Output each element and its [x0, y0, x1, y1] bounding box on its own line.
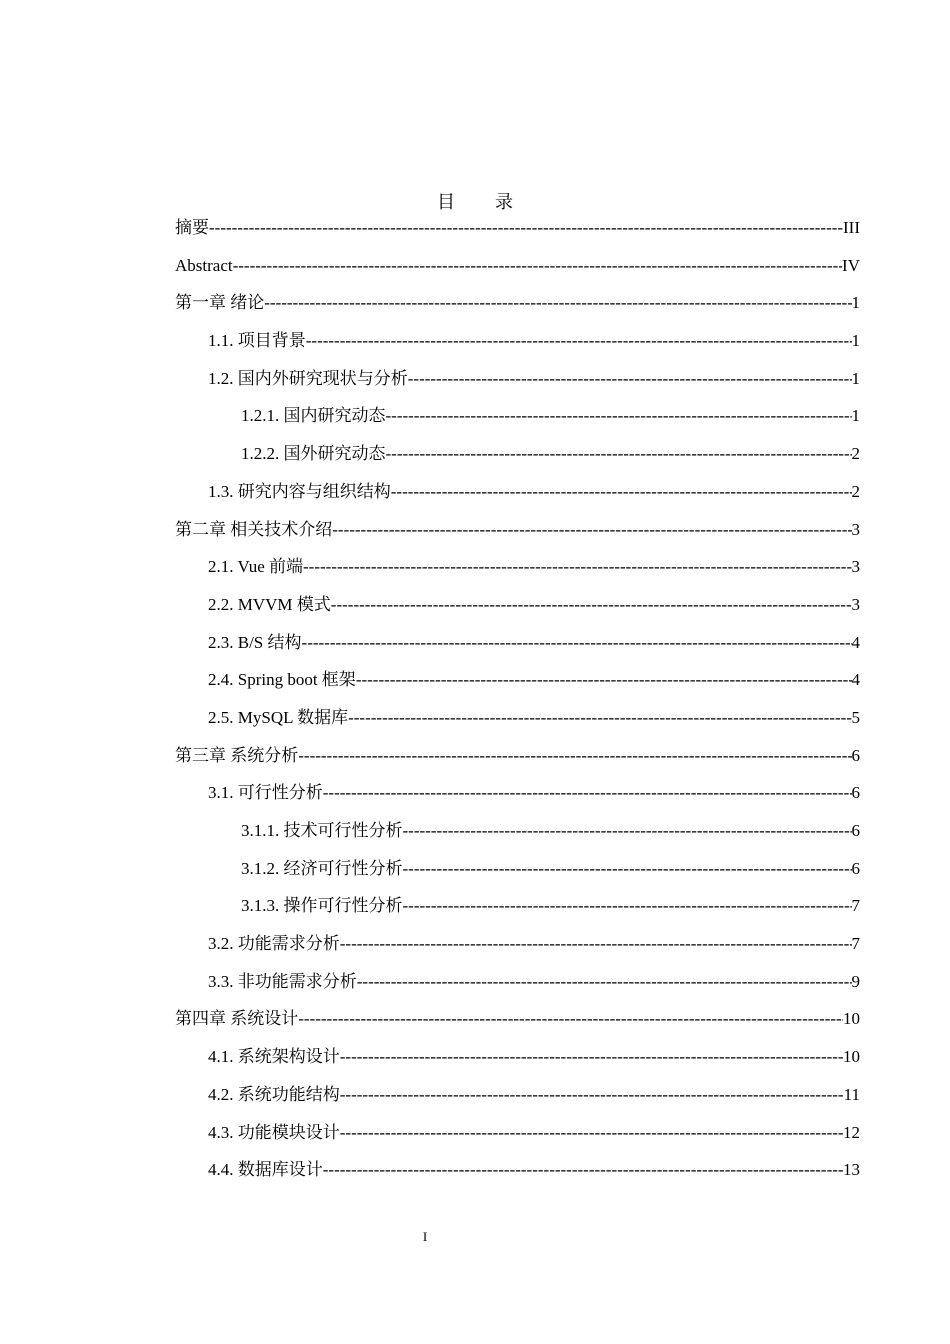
toc-dash-leader — [386, 402, 852, 430]
toc-entry[interactable] — [175, 779, 860, 817]
toc-entry-label: 4.3. 功能模块设计 — [208, 1122, 340, 1142]
toc-entry-label: 2.5. MySQL 数据库 — [208, 707, 349, 727]
toc-entry-page-number: 10 — [843, 1009, 860, 1029]
toc-entry-page-number: 7 — [851, 896, 860, 916]
toc-entry-page-number: 1 — [851, 368, 860, 388]
toc-entry-label: 1.3. 研究内容与组织结构 — [208, 481, 391, 501]
toc-entry-page-number: 7 — [851, 934, 860, 954]
toc-dash-leader — [264, 289, 851, 317]
toc-entry[interactable] — [175, 666, 860, 704]
toc-entry-label: 3.1.3. 操作可行性分析 — [241, 896, 403, 916]
toc-entry-label: 第三章 系统分析 — [175, 745, 299, 765]
toc-dash-leader — [306, 327, 852, 355]
toc-entry[interactable] — [175, 1043, 860, 1081]
toc-dash-leader — [332, 516, 851, 544]
toc-entry[interactable] — [175, 892, 860, 930]
toc-entry-label: 1.1. 项目背景 — [208, 331, 306, 351]
toc-entry-label: Abstract — [175, 255, 233, 275]
toc-dash-leader — [403, 817, 852, 845]
toc-entry-page-number: 13 — [843, 1160, 860, 1180]
toc-dash-leader — [340, 1081, 844, 1109]
toc-entry-label: 第二章 相关技术介绍 — [175, 519, 333, 539]
toc-dash-leader — [340, 930, 852, 958]
toc-dash-leader — [209, 214, 843, 242]
toc-entry[interactable] — [175, 629, 860, 667]
toc-entry-page-number: 6 — [851, 821, 860, 840]
toc-entry[interactable] — [175, 1005, 860, 1043]
toc-entry[interactable] — [175, 365, 860, 403]
toc-entry-page-number: 9 — [851, 971, 860, 991]
toc-entry-label: 2.1. Vue 前端 — [208, 557, 303, 577]
toc-dash-leader — [303, 553, 852, 581]
toc-dash-leader — [331, 591, 852, 619]
toc-entry-page-number: 3 — [851, 557, 860, 577]
toc-entry[interactable] — [175, 1081, 860, 1119]
toc-dash-leader — [340, 1119, 843, 1147]
toc-entry-label: 1.2. 国内外研究现状与分析 — [208, 368, 408, 388]
toc-entry-page-number: 4 — [851, 670, 860, 690]
table-of-contents — [175, 214, 860, 1194]
toc-entry[interactable] — [175, 817, 860, 855]
toc-entry-page-number: 6 — [851, 745, 860, 765]
toc-entry-label: 4.2. 系统功能结构 — [208, 1084, 340, 1104]
toc-entry-page-number: 6 — [851, 858, 860, 878]
toc-dash-leader — [340, 1043, 843, 1071]
toc-entry[interactable] — [175, 214, 860, 252]
toc-entry[interactable] — [175, 289, 860, 327]
toc-entry[interactable] — [175, 704, 860, 742]
toc-title-part1: 目 — [437, 192, 455, 212]
toc-dash-leader — [302, 629, 852, 657]
toc-entry-label: 3.3. 非功能需求分析 — [208, 971, 357, 991]
toc-title — [0, 190, 950, 214]
toc-dash-leader — [403, 855, 852, 883]
toc-entry[interactable] — [175, 327, 860, 365]
toc-entry-label: 4.4. 数据库设计 — [208, 1160, 323, 1180]
toc-entry[interactable] — [175, 440, 860, 478]
toc-dash-leader — [298, 1005, 843, 1033]
toc-entry-page-number: 12 — [843, 1122, 860, 1142]
toc-dash-leader — [323, 1156, 843, 1184]
toc-dash-leader — [298, 742, 851, 770]
toc-entry[interactable] — [175, 742, 860, 780]
toc-entry[interactable] — [175, 591, 860, 629]
toc-entry[interactable] — [175, 855, 860, 893]
toc-entry-page-number: 3 — [851, 594, 860, 614]
toc-entry-label: 3.1. 可行性分析 — [208, 783, 323, 803]
toc-entry[interactable] — [175, 478, 860, 516]
toc-dash-leader — [357, 968, 852, 996]
page-number-footer: I — [422, 1229, 428, 1244]
toc-entry-page-number: 11 — [843, 1084, 860, 1104]
toc-entry-page-number: 2 — [851, 444, 860, 464]
toc-dash-leader — [386, 440, 852, 468]
toc-entry-label: 1.2.2. 国外研究动态 — [241, 444, 386, 464]
toc-entry[interactable] — [175, 968, 860, 1006]
toc-entry-label: 3.1.2. 经济可行性分析 — [241, 858, 403, 878]
toc-entry-page-number: 1 — [851, 293, 860, 313]
toc-title-part2: 录 — [495, 192, 513, 212]
toc-entry-label: 摘要 — [175, 218, 209, 237]
toc-dash-leader — [403, 892, 852, 920]
toc-entry-label: 2.3. B/S 结构 — [208, 632, 302, 652]
toc-entry[interactable] — [175, 930, 860, 968]
toc-entry[interactable] — [175, 1156, 860, 1194]
toc-dash-leader — [323, 779, 852, 807]
toc-entry-label: 2.4. Spring boot 框架 — [208, 670, 356, 690]
toc-entry-label: 2.2. MVVM 模式 — [208, 594, 331, 614]
toc-dash-leader — [348, 704, 851, 732]
toc-entry-label: 4.1. 系统架构设计 — [208, 1047, 340, 1067]
toc-entry[interactable] — [175, 1119, 860, 1157]
toc-entry-page-number: III — [843, 218, 860, 237]
toc-entry-label: 1.2.1. 国内研究动态 — [241, 406, 386, 426]
toc-entry-page-number: 5 — [851, 707, 860, 727]
toc-entry-page-number: 4 — [851, 632, 860, 652]
toc-dash-leader — [408, 365, 852, 393]
toc-entry[interactable] — [175, 252, 860, 290]
toc-dash-leader — [233, 252, 842, 280]
toc-dash-leader — [356, 666, 852, 694]
toc-entry[interactable] — [175, 516, 860, 554]
toc-entry-page-number: 10 — [843, 1047, 860, 1067]
toc-entry-page-number: 1 — [851, 406, 860, 426]
toc-entry-label: 第四章 系统设计 — [175, 1009, 299, 1029]
toc-entry-page-number: 3 — [851, 519, 860, 539]
toc-entry-page-number: IV — [842, 255, 860, 275]
toc-entry-page-number: 6 — [851, 783, 860, 803]
toc-entry-label: 第一章 绪论 — [175, 293, 265, 313]
toc-entry-label: 3.1.1. 技术可行性分析 — [241, 821, 403, 840]
toc-dash-leader — [391, 478, 852, 506]
toc-entry-label: 3.2. 功能需求分析 — [208, 934, 340, 954]
toc-entry-page-number: 2 — [851, 481, 860, 501]
toc-entry-page-number: 1 — [851, 331, 860, 351]
toc-entry[interactable] — [175, 553, 860, 591]
toc-entry[interactable] — [175, 402, 860, 440]
